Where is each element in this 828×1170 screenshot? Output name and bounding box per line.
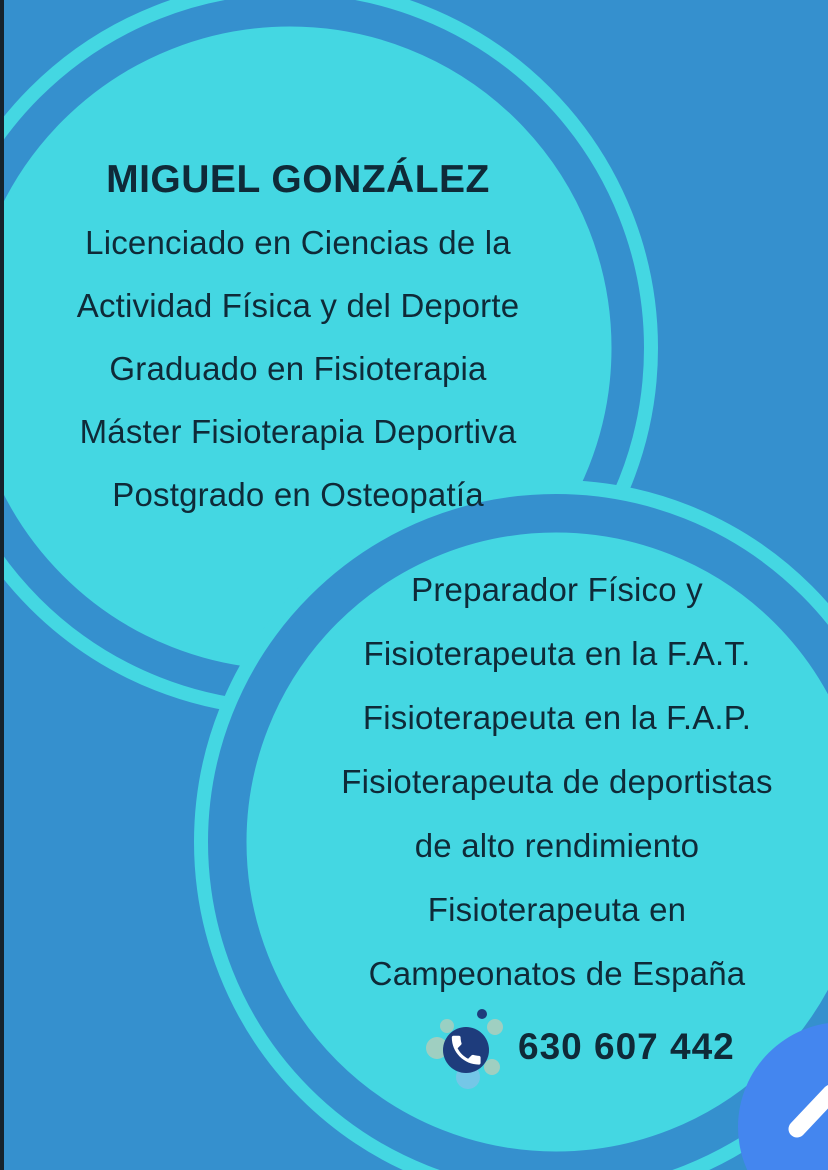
- role-line: Campeonatos de España: [368, 955, 746, 992]
- credential-line: Actividad Física y del Deporte: [76, 287, 520, 324]
- person-name: MIGUEL GONZÁLEZ: [106, 158, 490, 201]
- credential-line: Postgrado en Osteopatía: [112, 476, 484, 513]
- role-line: Fisioterapeuta en la F.A.T.: [363, 635, 751, 672]
- role-line: Fisioterapeuta en la F.A.P.: [362, 699, 752, 736]
- phone-blob-bottomright: [484, 1059, 500, 1075]
- role-line: de alto rendimiento: [414, 827, 700, 864]
- phone-icon-circle: [443, 1027, 489, 1073]
- role-line: Fisioterapeuta de deportistas: [341, 763, 773, 800]
- role-line: Preparador Físico y: [411, 571, 703, 608]
- bottom-circle-text: [277, 558, 828, 1006]
- top-circle-text: [28, 148, 568, 526]
- role-line: Fisioterapeuta en: [427, 891, 687, 928]
- phone-dot: [477, 1009, 487, 1019]
- credential-line: Graduado en Fisioterapia: [109, 350, 487, 387]
- screen-edge-strip: [0, 0, 4, 1170]
- phone-blob-topright: [487, 1019, 503, 1035]
- phone-number: 630 607 442: [518, 1026, 735, 1067]
- credential-line: Máster Fisioterapia Deportiva: [79, 413, 517, 450]
- phone-blob-topleft: [440, 1019, 454, 1033]
- credential-line: Licenciado en Ciencias de la: [85, 224, 511, 261]
